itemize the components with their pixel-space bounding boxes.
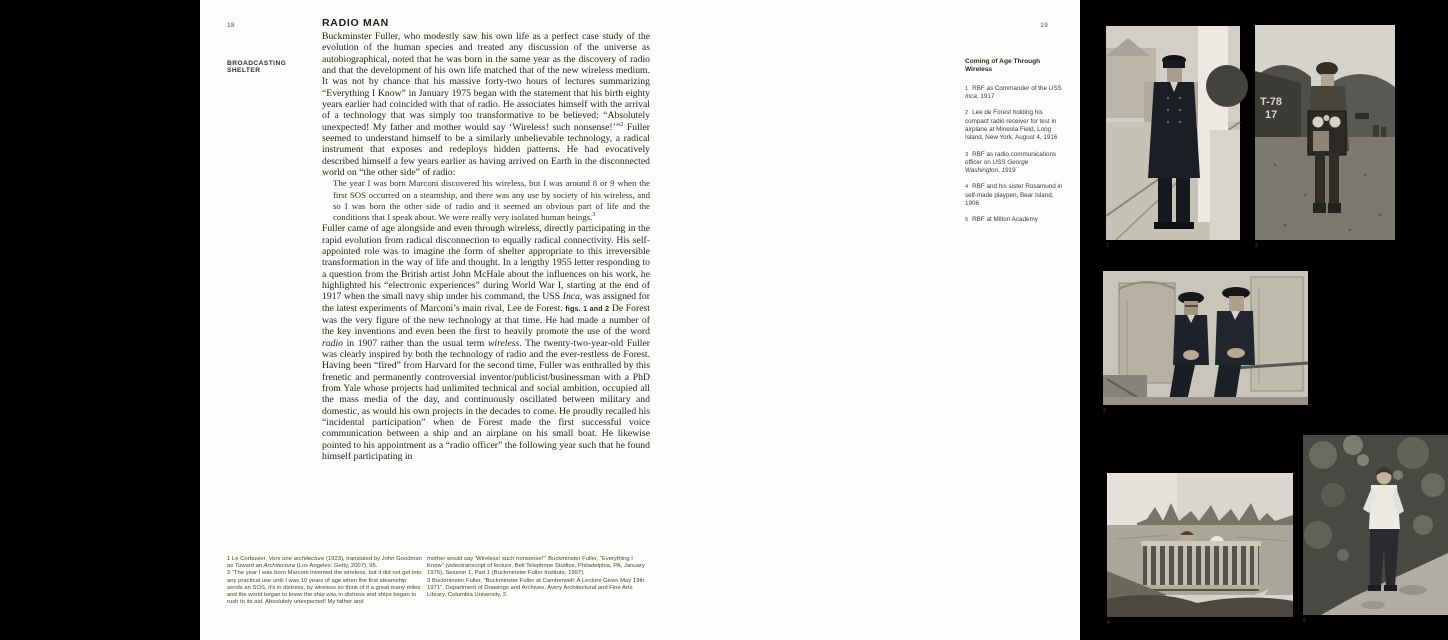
caption-number: 4 <box>965 184 969 191</box>
caption-item: 1 RBF as Commander of the USS Inca, 1917 <box>965 84 1062 101</box>
caption-number: 2 <box>965 110 969 117</box>
figure-4-label: 4 <box>1107 620 1110 626</box>
caption-item: 5 RBF at Milton Academy <box>965 216 1038 224</box>
svg-text:T-78: T-78 <box>1260 96 1283 108</box>
caption-item: 3 RBF as radio communications officer on USS George Washington, 1919 <box>965 150 1057 175</box>
text-block: Fuller came of age alongside and even through wireless, directly participating in the rapid evolution from radical disconnection to equally radical connectivity. His self-appointed role was to imagine the form of shelter appropriate to this irreversible transformation in the way of life and thought. In a lengthy 1955 letter responding to a question from the British artist John McHale about the influences on his work, he highlighted his “electronic experiences” during World War I, starting at the end of 1917 when the small navy ship under his command, the USS Inca, was assigned for the latest experiments of Marconi’s main rival, Lee de Forest. figs. 1 and 2 De Forest was the very figure of the new technology at that time. He had made a number of the key inventions and even been the first to heavily promote the use of the word radio in 1907 rather than the usual term wireless. The twenty-two-year-old Fuller was clearly inspired by both the technology of radio and the ever-restless de Forest. Having been “fired” from Harvard for the second time, Fuller was enthralled by this frenetic and permanently controversial inventor/publicist/businessman with a PhD from Yale whose projects had unlimited technical and social ambition, occupied all the mass media of the day, and continuously oscillated between military and domestic, as would his own projects in the decades to come. He proudly recalled his “incidental participation” when de Forest made the first successful voice communication between a ship and an airplane on his small boat. He likewise pointed to his appointment as a “radio officer” the following year such that he found himself participating in <box>322 223 651 463</box>
footnotes-column-1 <box>227 556 423 626</box>
figure-1-photo-rbf-uss-inca <box>1106 26 1240 240</box>
svg-text:17: 17 <box>1265 109 1278 121</box>
figure-5-photo-rbf-milton <box>1303 435 1448 615</box>
text-block: Buckminster Fuller, who modestly saw his own life as a perfect case study of the evolution of the human species and treated any discussion of the universe as autobiographical, noted that he was born in the same year as the discovery of radio and that the development of his own life matched that of the new wireless medium. It was not by chance that his massive forty-two hours of lectures summarizing “Everything I Know” in January 1975 began with the statement that his birth eighty years earlier had coincided with that of radio. He associates himself with the arrival of a technology that was simply too transformative to be believed: “Absolutely unexpected! My father and mother would say ‘Wireless! such nonsense!’”$^2$ Fuller seemed to understand himself to be a similarly unbelievable technology, a radical instrument that exposes and redeploys hidden patterns. He had evocatively described himself a few years earlier as having arrived on Earth in the disconnected world on “the other side” of radio: <box>322 31 650 179</box>
caption-number: 1 <box>965 85 969 92</box>
caption-column <box>965 58 1063 233</box>
caption-header: Coming of Age Through Wireless <box>965 58 1041 74</box>
book-spread <box>200 0 1306 640</box>
running-head: BROADCASTING SHELTER <box>227 60 287 74</box>
caption-item: 2 Lee de Forest holding his compact radio receiver for test in airplane at Mineola Field, Long Island, New York, August 4, 1916 <box>965 109 1058 142</box>
page-number-left: 18 <box>227 22 235 29</box>
page-right <box>640 0 1306 640</box>
figure-3-photo-two-officers <box>1103 271 1308 405</box>
page-number-right: 19 <box>1040 22 1048 29</box>
footnote-item: mother would say ‘Wireless! such nonsense!’” Buckminster Fuller, “Everything I Know” (videotranscript of lecture, Bell Telephone Studios, Philadelphia, PA, January 1975), Session 1, Part 1 (Buckminster Fuller Institute, 1997). <box>427 556 645 577</box>
footnotes-column-2 <box>427 556 651 626</box>
figure-3-label: 3 <box>1103 408 1106 414</box>
caption-list <box>965 85 1063 225</box>
body-text <box>322 31 650 557</box>
caption-item: 4 RBF and his sister Rosamund in self-made playpen, Bear Island, 1906 <box>965 183 1063 208</box>
footnote-item: 3 Buckminster Fuller, “Buckminster Fuller at Camberwell: A Lecture Given May 19th 1971”, Department of Drawings and Archives, Avery Architectural and Fine Arts Library, Columbia University, 2. <box>427 577 645 599</box>
text-block: The year I was born Marconi discovered his wireless, but I was around 8 or 9 when the first SOS occurred on a steamship, and there was any use by society of his wireless, and so I was born the other side of radio and it seemed an obvious part of life and the conditions that I speak about. We were really very isolated human beings.$^3$ <box>333 178 650 223</box>
caption-number: 5 <box>965 217 969 224</box>
page-left <box>200 0 651 640</box>
figure-2-label: 2 <box>1255 243 1258 249</box>
figure-2-photo-de-forest-radio <box>1255 25 1395 240</box>
footnote-item: 1 Le Corbusier, Vers une architecture (1923), translated by John Goodman as Toward an Architecture (Los Angeles: Getty, 2007), 95. <box>227 556 422 570</box>
caption-number: 3 <box>965 151 969 158</box>
figure-4-photo-playpen <box>1107 473 1293 617</box>
figure-1-label: 1 <box>1106 243 1109 249</box>
footnote-item: 2 “The year I was born Marconi invented the wireless, but it did not get into any practical use until I was 10 years of age when the first steamship sends an SOS, it’s in distress, by wireless so think of it a great many miles and the world began to know the ship was in distress and ships began to rush to its aid. Absolutely unexpected! My father and <box>227 570 422 606</box>
chapter-title: RADIO MAN <box>322 17 389 29</box>
figure-5-label: 5 <box>1303 618 1306 624</box>
